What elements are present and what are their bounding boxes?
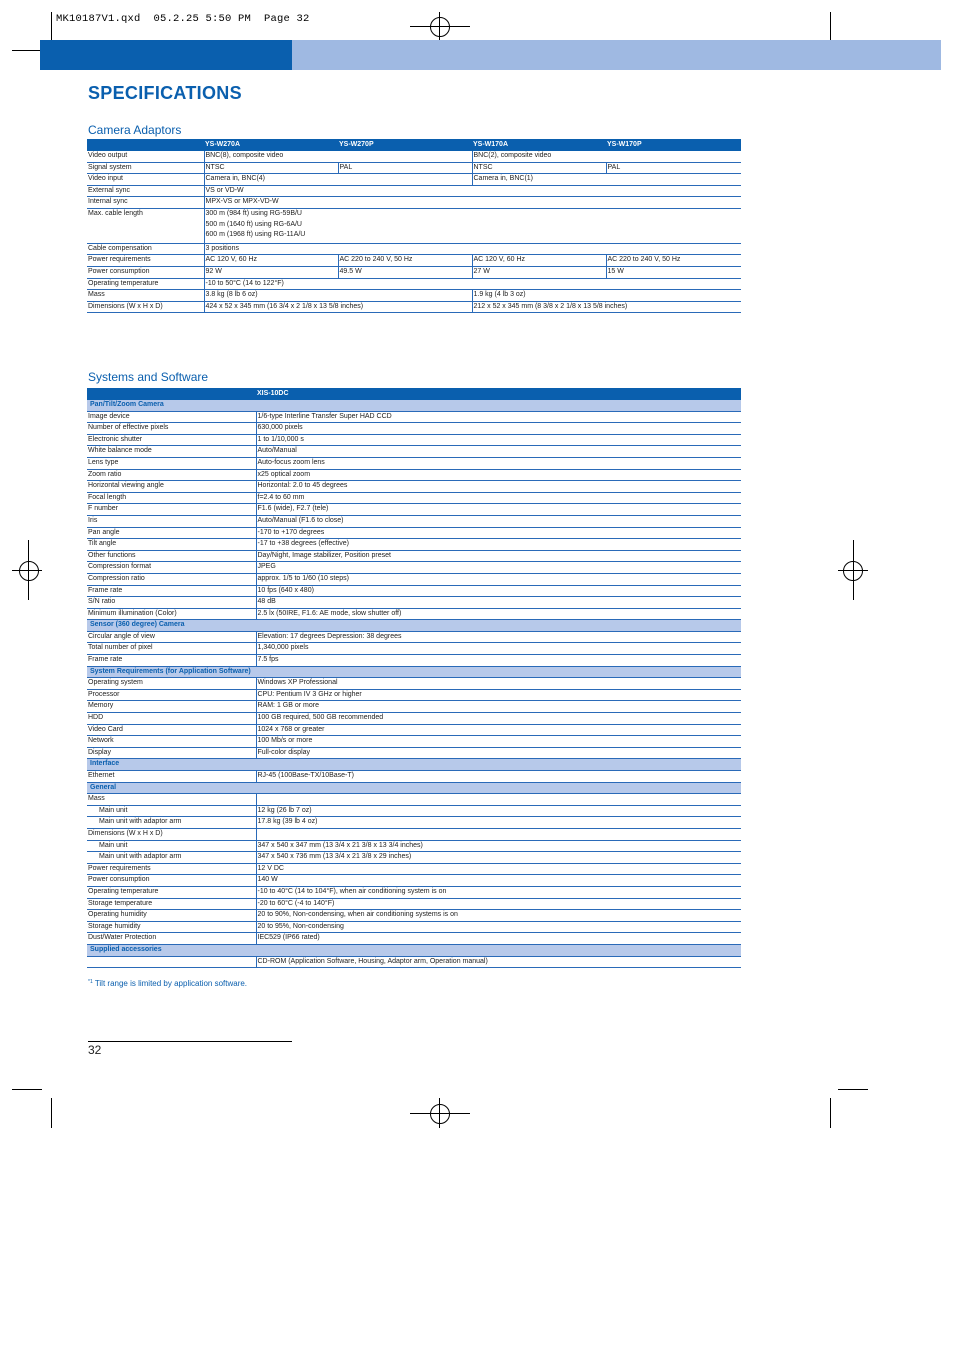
row-value: 12 kg (26 lb 7 oz) (256, 805, 741, 817)
table-row (87, 278, 741, 290)
crop-mark (12, 1089, 42, 1090)
group-header-row (87, 666, 741, 678)
header-cell (87, 388, 256, 400)
registration-crosshair (439, 12, 440, 42)
row-value: AC 220 to 240 V, 50 Hz (606, 255, 741, 267)
section-title-camera-adaptors: Camera Adaptors (88, 123, 182, 137)
table-row (87, 174, 741, 186)
row-value: x25 optical zoom (256, 469, 741, 481)
row-value: 100 Mb/s or more (256, 736, 741, 748)
row-value: 15 W (606, 266, 741, 278)
table-row (87, 852, 741, 864)
row-value: 347 x 540 x 736 mm (13 3/4 x 21 3/8 x 29 inches) (256, 852, 741, 864)
table-row (87, 290, 741, 302)
table-row (87, 701, 741, 713)
systems-software-table (87, 388, 741, 968)
row-label: Internal sync (87, 197, 204, 209)
row-label: Compression format (87, 562, 256, 574)
group-header-row (87, 782, 741, 794)
table-row (87, 643, 741, 655)
table-row (87, 266, 741, 278)
row-value: NTSC (204, 162, 338, 174)
row-label: Main unit (87, 805, 256, 817)
row-value: AC 120 V, 60 Hz (472, 255, 606, 267)
crop-mark (838, 1089, 868, 1090)
row-value: -20 to 60°C (-4 to 140°F) (256, 898, 741, 910)
row-value: Auto/Manual (256, 446, 741, 458)
row-value: -10 to 50°C (14 to 122°F) (204, 278, 741, 290)
table-row (87, 185, 741, 197)
row-value: VS or VD-W (204, 185, 741, 197)
row-value: Windows XP Professional (256, 678, 741, 690)
row-value: Auto-focus zoom lens (256, 457, 741, 469)
row-value: Camera in, BNC(4) (204, 174, 472, 186)
row-value: 2.5 lx (50IRE, F1.6: AE mode, slow shutter off) (256, 608, 741, 620)
row-label: Circular angle of view (87, 631, 256, 643)
row-label: Processor (87, 689, 256, 701)
table-row (87, 550, 741, 562)
row-label: Mass (87, 794, 256, 806)
page-title: SPECIFICATIONS (88, 83, 242, 103)
row-value: PAL (606, 162, 741, 174)
file-slug: MK10187V1.qxd 05.2.25 5:50 PM Page 32 (56, 13, 310, 25)
row-value: Day/Night, Image stabilizer, Position preset (256, 550, 741, 562)
table-row (87, 655, 741, 667)
row-value: RJ-45 (100Base-TX/10Base-T) (256, 771, 741, 783)
row-label: Operating system (87, 678, 256, 690)
table-row (87, 747, 741, 759)
table-row (87, 301, 741, 313)
row-label: Ethernet (87, 771, 256, 783)
row-label: Dust/Water Protection (87, 933, 256, 945)
row-label: Total number of pixel (87, 643, 256, 655)
row-label: Frame rate (87, 655, 256, 667)
row-value: 27 W (472, 266, 606, 278)
table-row (87, 562, 741, 574)
row-label: Video output (87, 151, 204, 162)
row-value: JPEG (256, 562, 741, 574)
table-row (87, 434, 741, 446)
table-row (87, 956, 741, 968)
row-value: 92 W (204, 266, 338, 278)
crop-mark (51, 12, 52, 42)
row-value: 48 dB (256, 597, 741, 609)
row-value: Camera in, BNC(1) (472, 174, 741, 186)
registration-crosshair (410, 1113, 470, 1114)
row-value: 100 GB required, 500 GB recommended (256, 713, 741, 725)
header-band-light (292, 40, 941, 70)
row-value: 17.8 kg (39 lb 4 oz) (256, 817, 741, 829)
row-value: 12 V DC (256, 863, 741, 875)
row-value: 20 to 95%, Non-condensing (256, 921, 741, 933)
row-label: Operating humidity (87, 910, 256, 922)
row-label: Operating temperature (87, 886, 256, 898)
row-label: Main unit with adaptor arm (87, 817, 256, 829)
group-title: Sensor (360 degree) Camera (87, 620, 741, 632)
row-label: Lens type (87, 457, 256, 469)
group-header-row (87, 759, 741, 771)
table-row (87, 910, 741, 922)
header-cell: YS-W270P (338, 139, 472, 151)
table-row (87, 817, 741, 829)
crop-mark (51, 1098, 52, 1128)
footnote (88, 979, 247, 988)
table-header-row (87, 388, 741, 400)
row-label: Main unit (87, 840, 256, 852)
row-value: 1 to 1/10,000 s (256, 434, 741, 446)
row-value: CD-ROM (Application Software, Housing, Adaptor arm, Operation manual) (256, 956, 741, 968)
row-value: 630,000 pixels (256, 423, 741, 435)
row-value: MPX-VS or MPX-VD-W (204, 197, 741, 209)
row-label: Power requirements (87, 863, 256, 875)
table-row (87, 805, 741, 817)
row-value: f=2.4 to 60 mm (256, 492, 741, 504)
header-cell: YS-W170P (606, 139, 741, 151)
row-value: Horizontal: 2.0 to 45 degrees (256, 481, 741, 493)
table-row (87, 469, 741, 481)
row-label: Max. cable length (87, 208, 204, 243)
row-value: 1.9 kg (4 lb 3 oz) (472, 290, 741, 302)
table-row (87, 875, 741, 887)
page-number-rule (88, 1041, 292, 1042)
footnote-mark: *1 (88, 979, 93, 985)
row-label: Minimum illumination (Color) (87, 608, 256, 620)
row-label: Focal length (87, 492, 256, 504)
group-title: System Requirements (for Application Software) (87, 666, 741, 678)
table-row (87, 527, 741, 539)
row-value: NTSC (472, 162, 606, 174)
registration-crosshair (12, 570, 42, 571)
row-value: 1,340,000 pixels (256, 643, 741, 655)
header-cell: YS-W170A (472, 139, 606, 151)
table-row (87, 921, 741, 933)
page-number: 32 (88, 1043, 102, 1057)
table-row (87, 678, 741, 690)
row-label: Operating temperature (87, 278, 204, 290)
row-label: Storage temperature (87, 898, 256, 910)
table-row (87, 573, 741, 585)
table-row (87, 933, 741, 945)
table-row (87, 863, 741, 875)
row-value: 3.8 kg (8 lb 6 oz) (204, 290, 472, 302)
row-value: 347 x 540 x 347 mm (13 3/4 x 21 3/8 x 13 3/4 inches) (256, 840, 741, 852)
row-label: Video Card (87, 724, 256, 736)
group-title: Interface (87, 759, 741, 771)
camera-adaptors-table (87, 139, 741, 313)
row-value: Full-color display (256, 747, 741, 759)
row-label: Iris (87, 515, 256, 527)
table-row (87, 481, 741, 493)
header-band-dark (40, 40, 292, 70)
table-row (87, 794, 741, 806)
table-row (87, 504, 741, 516)
group-title: Supplied accessories (87, 944, 741, 956)
group-header-row (87, 400, 741, 411)
table-row (87, 840, 741, 852)
group-header-row (87, 944, 741, 956)
row-value: BNC(8), composite video (204, 151, 472, 162)
registration-crosshair (410, 26, 470, 27)
row-label: Image device (87, 411, 256, 423)
row-value: 212 x 52 x 345 mm (8 3/8 x 2 1/8 x 13 5/8 inches) (472, 301, 741, 313)
table-row (87, 585, 741, 597)
crop-mark (830, 12, 831, 42)
table-row (87, 736, 741, 748)
table-row (87, 828, 741, 840)
row-value: -170 to +170 degrees (256, 527, 741, 539)
row-value: BNC(2), composite video (472, 151, 741, 162)
row-value: 20 to 90%, Non-condensing, when air conditioning systems is on (256, 910, 741, 922)
footnote-text: Tilt range is limited by application software. (92, 979, 248, 988)
table-row (87, 255, 741, 267)
row-label: Tilt angle (87, 539, 256, 551)
row-value (256, 794, 741, 806)
row-label: Display (87, 747, 256, 759)
row-label: Network (87, 736, 256, 748)
table-row (87, 243, 741, 255)
table-row (87, 197, 741, 209)
cable-line: 600 m (1968 ft) using RG-11A/U (205, 231, 306, 239)
crop-mark (830, 1098, 831, 1128)
table-row (87, 713, 741, 725)
table-row (87, 423, 741, 435)
table-row (87, 631, 741, 643)
table-row (87, 886, 741, 898)
row-value: 3 positions (204, 243, 741, 255)
row-value: approx. 1/5 to 1/60 (10 steps) (256, 573, 741, 585)
registration-crosshair (838, 570, 868, 571)
row-label: Main unit with adaptor arm (87, 852, 256, 864)
row-label: Mass (87, 290, 204, 302)
row-label: Storage humidity (87, 921, 256, 933)
group-title: General (87, 782, 741, 794)
table-row (87, 208, 741, 243)
row-value: 1/6-type Interline Transfer Super HAD CCD (256, 411, 741, 423)
header-cell: YS-W270A (204, 139, 338, 151)
row-label: Power consumption (87, 875, 256, 887)
row-value (256, 828, 741, 840)
table-row (87, 771, 741, 783)
row-value: AC 120 V, 60 Hz (204, 255, 338, 267)
table-row (87, 597, 741, 609)
table-row (87, 162, 741, 174)
row-value: -10 to 40°C (14 to 104°F), when air conditioning system is on (256, 886, 741, 898)
cable-line: 500 m (1640 ft) using RG-6A/U (205, 220, 302, 228)
row-value: 424 x 52 x 345 mm (16 3/4 x 2 1/8 x 13 5/8 inches) (204, 301, 472, 313)
table-row (87, 457, 741, 469)
header-cell (87, 139, 204, 151)
row-value: -17 to +38 degrees (effective) (256, 539, 741, 551)
row-label: Number of effective pixels (87, 423, 256, 435)
crop-mark (12, 50, 42, 51)
row-label: External sync (87, 185, 204, 197)
header-cell: XIS-10DC (256, 388, 741, 400)
row-value (204, 208, 741, 243)
group-title: Pan/Tilt/Zoom Camera (87, 400, 741, 411)
row-value: IEC529 (IP66 rated) (256, 933, 741, 945)
table-row (87, 724, 741, 736)
table-row (87, 446, 741, 458)
row-label: F number (87, 504, 256, 516)
section-title-systems-software: Systems and Software (88, 370, 209, 384)
row-label (87, 956, 256, 968)
table-row (87, 151, 741, 162)
table-row (87, 689, 741, 701)
row-label: Horizontal viewing angle (87, 481, 256, 493)
row-label: Other functions (87, 550, 256, 562)
row-label: Power consumption (87, 266, 204, 278)
row-label: Frame rate (87, 585, 256, 597)
row-label: Video input (87, 174, 204, 186)
table-row (87, 411, 741, 423)
row-value: AC 220 to 240 V, 50 Hz (338, 255, 472, 267)
row-value: CPU: Pentium IV 3 GHz or higher (256, 689, 741, 701)
row-label: Power requirements (87, 255, 204, 267)
registration-mark-icon (430, 17, 450, 37)
row-value: 10 fps (640 x 480) (256, 585, 741, 597)
row-value: F1.6 (wide), F2.7 (tele) (256, 504, 741, 516)
row-value: RAM: 1 GB or more (256, 701, 741, 713)
row-label: S/N ratio (87, 597, 256, 609)
row-label: Signal system (87, 162, 204, 174)
row-label: HDD (87, 713, 256, 725)
row-label: Cable compensation (87, 243, 204, 255)
row-value: 7.5 fps (256, 655, 741, 667)
table-row (87, 515, 741, 527)
row-value: 140 W (256, 875, 741, 887)
table-row (87, 539, 741, 551)
registration-mark-icon (19, 561, 39, 581)
table-row (87, 492, 741, 504)
table-row (87, 608, 741, 620)
row-value: 1024 x 768 or greater (256, 724, 741, 736)
group-header-row (87, 620, 741, 632)
row-label: Electronic shutter (87, 434, 256, 446)
table-header-row (87, 139, 741, 151)
row-label: White balance mode (87, 446, 256, 458)
row-label: Zoom ratio (87, 469, 256, 481)
row-value: Auto/Manual (F1.6 to close) (256, 515, 741, 527)
cable-line: 300 m (984 ft) using RG-59B/U (205, 209, 302, 217)
registration-mark-icon (430, 1104, 450, 1124)
row-value: Elevation: 17 degrees Depression: 38 degrees (256, 631, 741, 643)
row-value: 49.5 W (338, 266, 472, 278)
row-label: Memory (87, 701, 256, 713)
table-row (87, 898, 741, 910)
row-label: Compression ratio (87, 573, 256, 585)
row-label: Pan angle (87, 527, 256, 539)
row-label: Dimensions (W x H x D) (87, 828, 256, 840)
row-label: Dimensions (W x H x D) (87, 301, 204, 313)
row-value: PAL (338, 162, 472, 174)
